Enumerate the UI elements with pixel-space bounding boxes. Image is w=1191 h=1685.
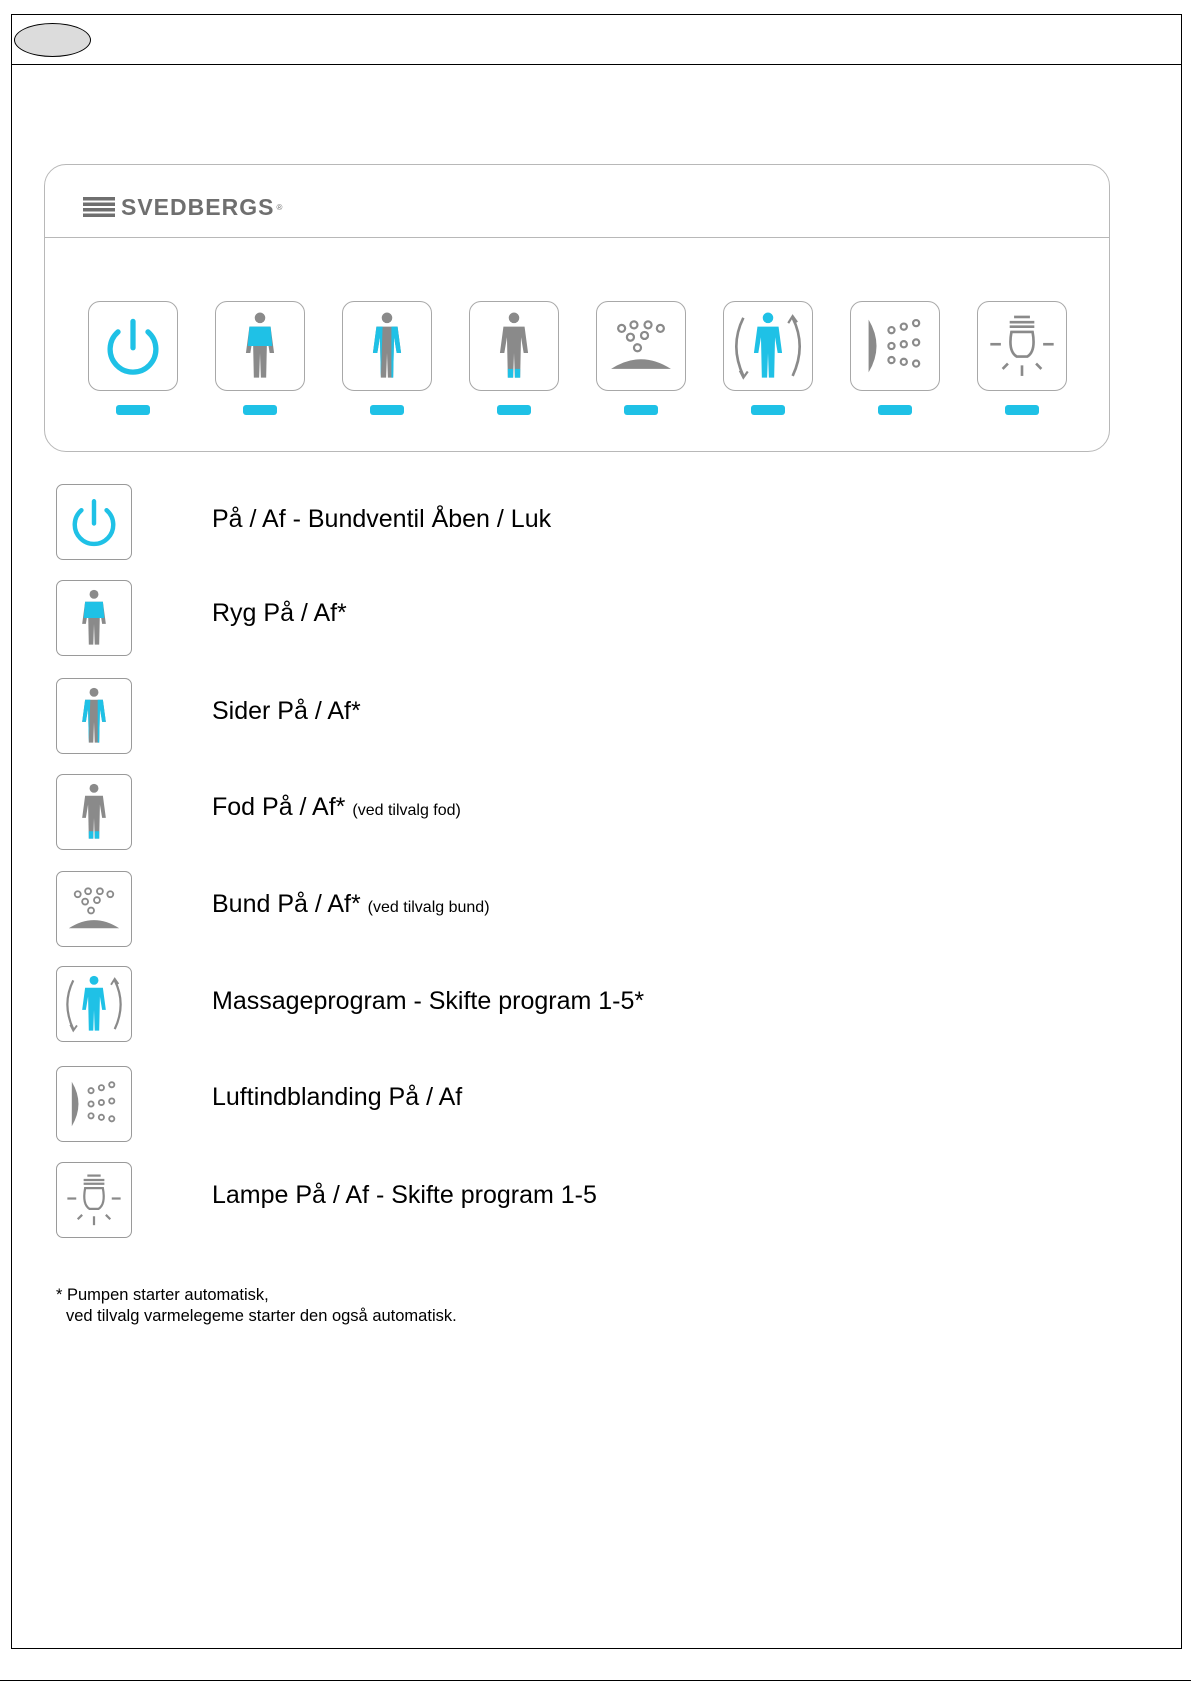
legend-icon-frame xyxy=(56,966,132,1042)
legend-label-text: Luftindblanding På / Af xyxy=(212,1083,463,1111)
legend-icon-frame xyxy=(56,1162,132,1238)
massage-program-icon xyxy=(57,967,131,1041)
foot-massage-icon xyxy=(57,775,131,849)
header-divider xyxy=(11,64,1182,65)
back-massage-icon xyxy=(57,581,131,655)
legend-note: (ved tilvalg bund) xyxy=(367,899,490,916)
legend-label xyxy=(212,1082,462,1112)
page-bottom-rule xyxy=(0,1680,1191,1681)
legend-label xyxy=(212,696,361,726)
legend-label-text: Lampe På / Af - Skifte program 1-5 xyxy=(212,1181,597,1209)
side-massage-icon xyxy=(343,302,431,390)
legend-label xyxy=(212,889,490,923)
panel-lamp-button[interactable] xyxy=(977,301,1067,391)
bottom-jets-icon xyxy=(597,302,685,390)
legend-icon-frame xyxy=(56,871,132,947)
led-indicator-bottom xyxy=(624,405,658,415)
brand-name: SVEDBERGS xyxy=(121,194,275,220)
legend-label-text: Sider På / Af* xyxy=(212,697,361,725)
legend-label-text: Ryg På / Af* xyxy=(212,599,347,627)
panel-foot-button[interactable] xyxy=(469,301,559,391)
led-indicator-air xyxy=(878,405,912,415)
legend-label-text: Bund På / Af* xyxy=(212,890,361,918)
led-indicator-program xyxy=(751,405,785,415)
led-indicator-back xyxy=(243,405,277,415)
air-mix-icon xyxy=(851,302,939,390)
foot-massage-icon xyxy=(470,302,558,390)
legend-label xyxy=(212,792,461,826)
svedbergs-logo-icon xyxy=(83,197,115,217)
legend-icon-frame xyxy=(56,678,132,754)
panel-divider xyxy=(45,237,1109,238)
legend-label xyxy=(212,598,347,628)
panel-side-button[interactable] xyxy=(342,301,432,391)
panel-massage-program-button[interactable] xyxy=(723,301,813,391)
lamp-icon xyxy=(978,302,1066,390)
air-mix-icon xyxy=(57,1067,131,1141)
bottom-jets-icon xyxy=(57,872,131,946)
legend-icon-frame xyxy=(56,1066,132,1142)
legend-label xyxy=(212,1180,597,1210)
footnote xyxy=(56,1285,457,1327)
footnote-line-2: ved tilvalg varmelegeme starter den også automatisk. xyxy=(66,1307,457,1325)
footnote-line-1: * Pumpen starter automatisk, xyxy=(56,1286,269,1304)
panel-bottom-button[interactable] xyxy=(596,301,686,391)
led-indicator-lamp xyxy=(1005,405,1039,415)
control-panel xyxy=(44,164,1110,452)
panel-power-button[interactable] xyxy=(88,301,178,391)
led-indicator-foot xyxy=(497,405,531,415)
legend-label xyxy=(212,504,551,534)
back-massage-icon xyxy=(216,302,304,390)
led-indicator-side xyxy=(370,405,404,415)
page-marker-oval xyxy=(14,23,91,57)
brand-logo xyxy=(83,195,282,219)
lamp-icon xyxy=(57,1163,131,1237)
legend-note: (ved tilvalg fod) xyxy=(352,802,461,819)
registered-mark: ® xyxy=(276,202,283,212)
legend-label-text: På / Af - Bundventil Åben / Luk xyxy=(212,505,552,533)
legend-label-text: Fod På / Af* xyxy=(212,793,346,821)
legend-label-text: Massageprogram - Skifte program 1-5* xyxy=(212,987,645,1015)
legend-label xyxy=(212,986,644,1016)
massage-program-icon xyxy=(724,302,812,390)
legend-icon-frame xyxy=(56,774,132,850)
power-icon xyxy=(57,485,131,559)
legend-icon-frame xyxy=(56,484,132,560)
legend-icon-frame xyxy=(56,580,132,656)
power-icon xyxy=(89,302,177,390)
panel-back-button[interactable] xyxy=(215,301,305,391)
panel-air-button[interactable] xyxy=(850,301,940,391)
side-massage-icon xyxy=(57,679,131,753)
led-indicator-power xyxy=(116,405,150,415)
